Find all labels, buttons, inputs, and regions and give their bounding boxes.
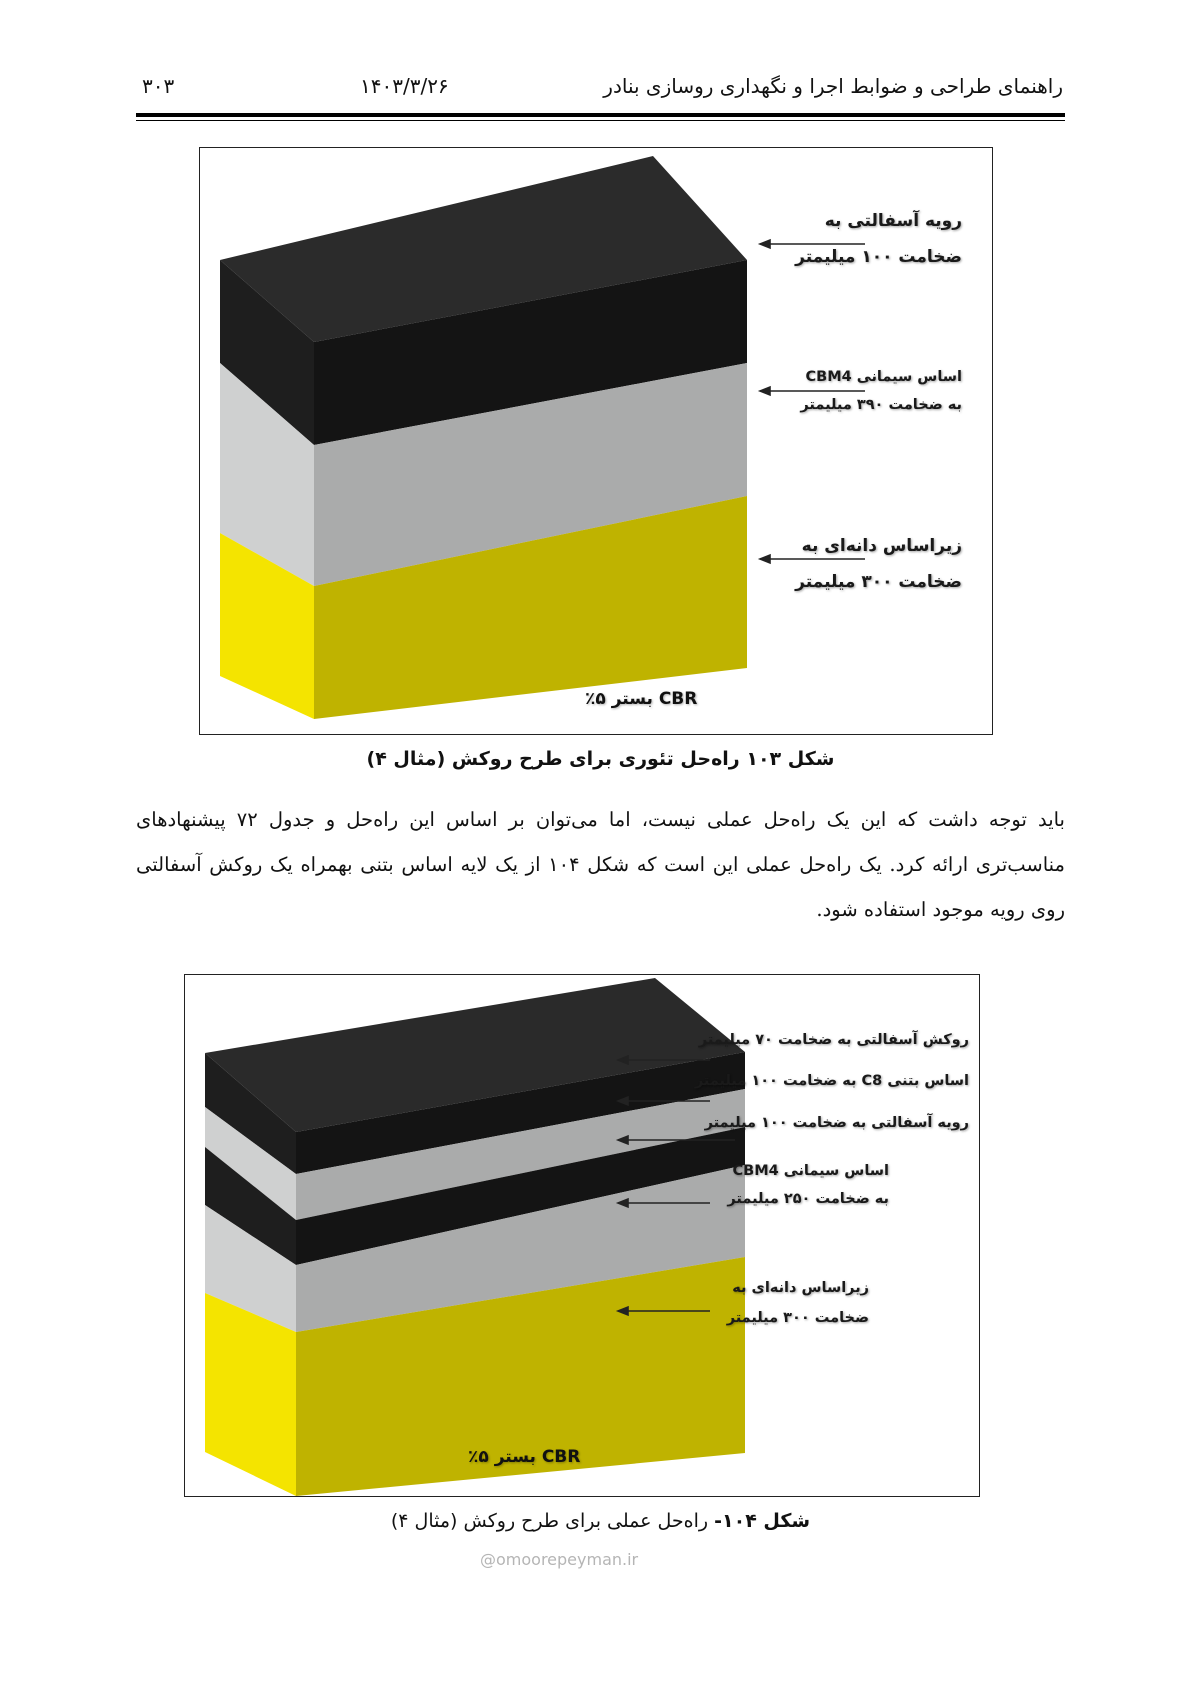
figure-104-caption: شکل ۱۰۴- راه‌حل عملی برای طرح روکش (مثال ۴) <box>390 1510 811 1532</box>
figure-104-layer-block <box>185 975 981 1498</box>
label-cbm4-390: اساس سیمانی CBM4 به ضخامت ۳۹۰ میلیمتر <box>800 369 962 413</box>
label-concrete-c8-100: اساس بتنی C8 به ضخامت ۱۰۰ میلیمتر <box>694 1073 969 1089</box>
cbr-label: CBR بستر ۵٪ <box>468 1447 581 1467</box>
header-title: راهنمای طراحی و ضوابط اجرا و نگهداری روسازی بنادر <box>603 74 1063 98</box>
label-existing-asphalt-100: رویه آسفالتی به ضخامت ۱۰۰ میلیمتر <box>704 1115 969 1131</box>
figure-103-frame <box>199 147 993 735</box>
label-cbm4-250: اساس سیمانی CBM4 به ضخامت ۲۵۰ میلیمتر <box>727 1163 889 1207</box>
label-subbase-300: زیراساس دانه‌ای به ضخامت ۳۰۰ میلیمتر <box>795 536 962 592</box>
header-date: ۱۴۰۳/۳/۲۶ <box>360 74 449 98</box>
header-rule-thin <box>136 120 1065 121</box>
paragraph-line: روی رویه موجود استفاده شود. <box>816 898 1065 921</box>
page-number: ۳۰۳ <box>142 74 175 98</box>
paragraph-line: باید توجه داشت که این یک راه‌حل عملی نیست، اما می‌توان بر اساس این راه‌حل و جدول ۷۲ پیشنهادهای <box>136 808 1065 831</box>
figure-104-frame <box>184 974 980 1497</box>
header-rule-thick <box>136 113 1065 117</box>
label-asphalt-100: رویه آسفالتی به ضخامت ۱۰۰ میلیمتر <box>795 211 962 267</box>
figure-103-caption: شکل ۱۰۳ راه‌حل تئوری برای طرح روکش (مثال ۴) <box>366 748 835 770</box>
paragraph-line: مناسب‌تری ارائه کرد. یک راه‌حل عملی این است که شکل ۱۰۴ از یک لایه اساس بتنی بهمراه یک روکش آسفالتی <box>136 853 1066 876</box>
watermark-text: @omoorepeyman.ir <box>480 1550 639 1569</box>
label-overlay-70: روکش آسفالتی به ضخامت ۷۰ میلیمتر <box>698 1032 969 1048</box>
body-paragraph <box>136 797 1065 932</box>
label-subbase-300: زیراساس دانه‌ای به ضخامت ۳۰۰ میلیمتر <box>726 1280 869 1326</box>
cbr-label: CBR بستر ۵٪ <box>585 689 698 709</box>
